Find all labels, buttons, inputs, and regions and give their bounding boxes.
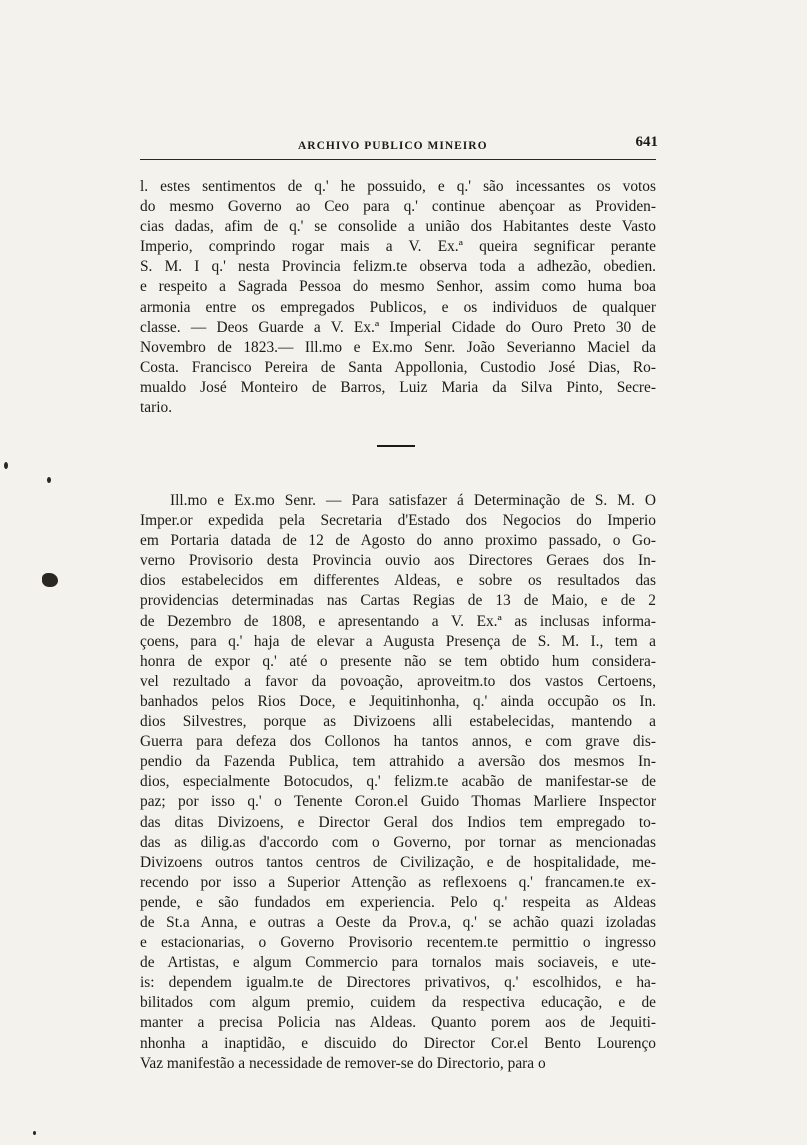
text-line: nhonha a inaptidão, e discuido do Director Cor.el Bento Lourenço <box>140 1034 656 1052</box>
scan-speck <box>4 462 8 469</box>
text-line: Divizoens outros tantos centros de Civilização, e de hospitalidade, me- <box>140 853 656 871</box>
text-line: em Portaria datada de 12 de Agosto do anno proximo passado, o Go- <box>140 532 656 550</box>
text-line: de Dezembro de 1808, e apresentando a V. Ex.ª as inclusas informa- <box>140 612 656 630</box>
text-line: das ditas Divizoens, e Director Geral dos Indios tem empregado to- <box>140 813 656 831</box>
text-line: pendio da Fazenda Publica, tem attrahido a aversão dos mesmos In- <box>140 753 656 771</box>
paragraph-letter-ending <box>140 177 656 418</box>
text-line: banhados pelos Rios Doce, e Jequitinhonha, q.' ainda occupão os In. <box>140 692 656 710</box>
text-line: e respeito a Sagrada Pessoa do mesmo Senhor, assim como huma boa <box>140 278 656 296</box>
text-line: honra de expor q.' até o presente não se tem obtido hum considera- <box>140 652 656 670</box>
text-line: dios, especialmente Botocudos, q.' felizm.te acabão de manifestar-se de <box>140 773 656 791</box>
text-line: mualdo José Monteiro de Barros, Luiz Maria da Silva Pinto, Secre- <box>140 378 656 396</box>
text-line: Costa. Francisco Pereira de Santa Appollonia, Custodio José Dias, Ro- <box>140 358 656 376</box>
text-line: l. estes sentimentos de q.' he possuido, e q.' são incessantes os votos <box>140 178 656 195</box>
scan-speck <box>33 1131 36 1135</box>
text-line: de St.a Anna, e outras a Oeste da Prov.a, q.' se achão quazi izoladas <box>140 913 656 931</box>
text-line: çoens, para q.' haja de elevar a Augusta Presença de S. M. I., tem a <box>140 632 656 650</box>
text-line: do mesmo Governo ao Ceo para q.' continue abençoar as Providen- <box>140 198 656 216</box>
text-line: manter a precisa Policia nas Aldeas. Quanto porem aos de Jequiti- <box>140 1014 656 1032</box>
header-rule <box>140 159 656 160</box>
text-line: Ill.mo e Ex.mo Senr. — Para satisfazer á Determinação de S. M. O <box>170 492 656 509</box>
scan-speck <box>47 477 51 483</box>
text-line: tario. <box>140 399 173 417</box>
section-separator <box>377 445 415 447</box>
text-line: Vaz manifestão a necessidade de remover-se do Directorio, para o <box>140 1054 546 1072</box>
paragraph-official-report <box>140 491 656 1074</box>
text-line: das as dilig.as d'accordo com o Governo, por tornar as mencionadas <box>140 833 656 851</box>
text-line: e estacionarias, o Governo Provisorio recentem.te permittio o ingresso <box>140 934 656 952</box>
text-line: Novembro de 1823.— Ill.mo e Ex.mo Senr. João Severianno Maciel da <box>140 338 656 356</box>
text-line: is: dependem igualm.te de Directores privativos, q.' escolhidos, e ha- <box>140 974 656 992</box>
scan-speck <box>42 573 58 587</box>
text-line: paz; por isso q.' o Tenente Coron.el Guido Thomas Marliere Inspector <box>140 793 656 811</box>
text-line: Imper.or expedida pela Secretaria d'Estado dos Negocios do Imperio <box>140 512 656 530</box>
text-line: armonia entre os empregados Publicos, e os individuos de qualquer <box>140 298 656 316</box>
text-line: pende, e são fundados em experiencia. Pelo q.' respeita as Aldeas <box>140 893 656 911</box>
header-title: ARCHIVO PUBLICO MINEIRO <box>298 140 488 152</box>
text-line: Guerra para defeza dos Collonos ha tantos annos, e com grave dis- <box>140 733 656 751</box>
text-line: providencias determinadas nas Cartas Regias de 13 de Maio, e de 2 <box>140 592 656 610</box>
running-header <box>138 132 658 158</box>
text-line: cias dadas, afim de q.' se consolide a união dos Habitantes deste Vasto <box>140 218 656 236</box>
text-line: classe. — Deos Guarde a V. Ex.ª Imperial Cidade do Ouro Preto 30 de <box>140 318 656 336</box>
text-line: dios estabelecidos em differentes Aldeas, e sobre os resultados das <box>140 572 656 590</box>
text-line: Imperio, comprindo rogar mais a V. Ex.ª queira segnificar perante <box>140 238 656 256</box>
text-line: dios Silvestres, porque as Divizoens alli estabelecidas, mantendo a <box>140 713 656 731</box>
text-line: bilitados com algum premio, cuidem da respectiva educação, e de <box>140 994 656 1012</box>
text-line: S. M. I q.' nesta Provincia felizm.te observa toda a adhezão, obedien. <box>140 258 656 276</box>
text-line: vel rezultado a favor da povoação, aproveitm.to dos vastos Certoens, <box>140 672 656 690</box>
page-number: 641 <box>635 134 658 150</box>
text-line: verno Provisorio desta Provincia ouvio aos Directores Geraes dos In- <box>140 552 656 570</box>
text-line: de Artistas, e algum Commercio para tornalos mais sociaveis, e ute- <box>140 954 656 972</box>
text-line: recendo por isso a Superior Attenção as reflexoens q.' francamen.te ex- <box>140 873 656 891</box>
